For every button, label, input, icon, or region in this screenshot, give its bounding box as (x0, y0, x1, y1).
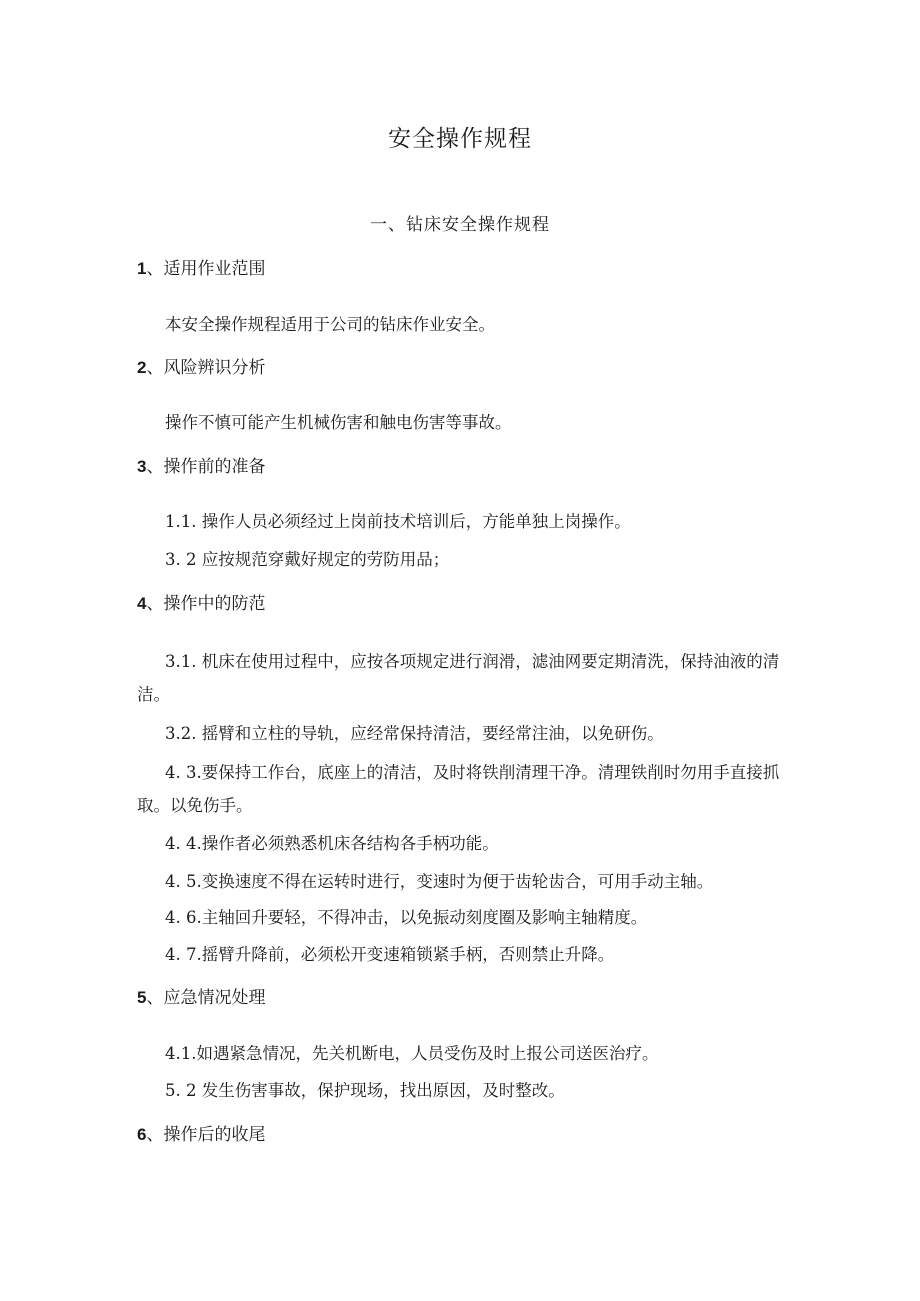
paragraph: 3. 2 应按规范穿戴好规定的劳防用品； (165, 550, 450, 569)
paragraph: 1.1. 操作人员必须经过上岗前技术培训后，方能单独上岗操作。 (165, 512, 631, 531)
paragraph: 4. 7.摇臂升降前，必须松开变速箱锁紧手柄，否则禁止升降。 (165, 945, 615, 964)
section-heading-2 (137, 356, 265, 380)
document-title: 安全操作规程 (388, 126, 532, 152)
section-heading-1 (137, 257, 265, 281)
section-heading-5 (137, 986, 265, 1010)
section-heading-text: 、操作前的准备 (146, 457, 266, 477)
section-subtitle: 一、钻床安全操作规程 (370, 215, 550, 235)
section-number: 3 (137, 457, 147, 476)
paragraph: 4. 4.操作者必须熟悉机床各结构各手柄功能。 (165, 834, 499, 853)
section-number: 4 (137, 594, 147, 613)
section-heading-text: 、应急情况处理 (146, 988, 266, 1008)
paragraph: 3.1. 机床在使用过程中，应按各项规定进行润滑，滤油网要定期清洗，保持油液的清洁。 (137, 652, 780, 704)
section-number: 1 (137, 259, 147, 278)
paragraph: 4.1.如遇紧急情况，先关机断电，人员受伤及时上报公司送医治疗。 (165, 1044, 659, 1063)
section-heading-text: 、操作中的防范 (146, 594, 266, 614)
section-number: 2 (137, 358, 147, 377)
section-heading-6 (137, 1123, 265, 1147)
paragraph: 4. 3.要保持工作台，底座上的清洁，及时将铁削清理干净。清理铁削时勿用手直接抓取。以免伤手。 (137, 763, 780, 815)
section-heading-text: 、风险辨识分析 (146, 358, 266, 378)
paragraph: 5. 2 发生伤害事故，保护现场，找出原因，及时整改。 (165, 1081, 565, 1100)
paragraph: 本安全操作规程适用于公司的钻床作业安全。 (165, 315, 495, 334)
section-heading-3 (137, 455, 265, 479)
section-heading-text: 、适用作业范围 (146, 259, 266, 279)
section-heading-text: 、操作后的收尾 (146, 1125, 266, 1145)
paragraph: 4. 6.主轴回升要轻，不得冲击，以免振动刻度圈及影响主轴精度。 (165, 908, 648, 927)
paragraph: 操作不慎可能产生机械伤害和触电伤害等事故。 (165, 413, 512, 432)
section-heading-4 (137, 592, 265, 616)
section-number: 6 (137, 1125, 147, 1144)
paragraph: 3.2. 摇臂和立柱的导轨，应经常保持清洁，要经常注油，以免研伤。 (165, 724, 664, 743)
paragraph: 4. 5.变换速度不得在运转时进行，变速时为便于齿轮齿合，可用手动主轴。 (165, 872, 714, 891)
section-number: 5 (137, 988, 147, 1007)
